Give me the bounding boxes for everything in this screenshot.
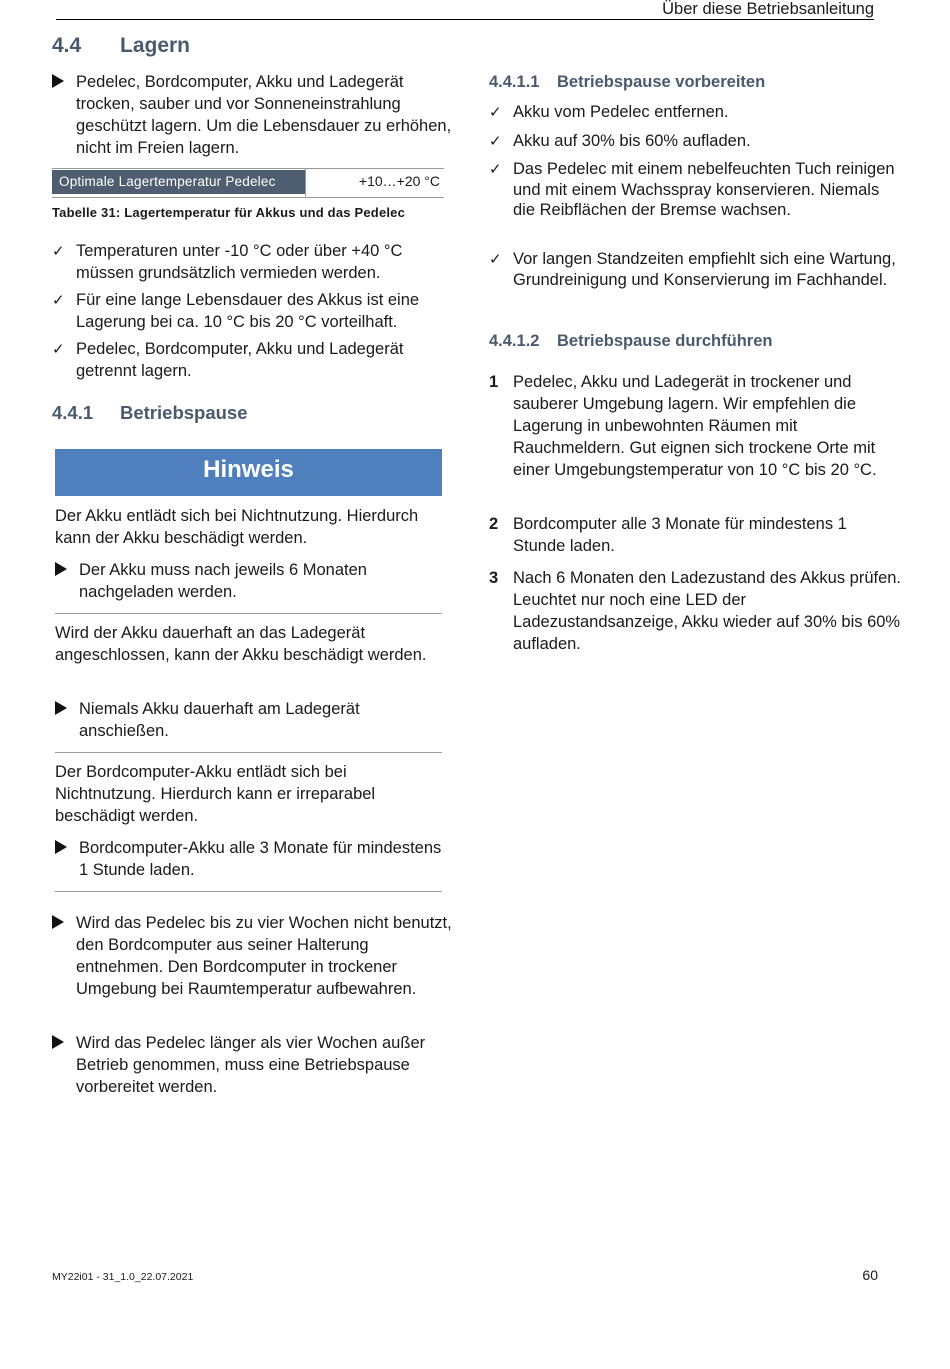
hint-divider (55, 752, 442, 753)
page-number: 60 (862, 1267, 878, 1283)
table-label: Optimale Lagertemperatur Pedelec (52, 170, 305, 194)
checkmark-icon: ✓ (489, 250, 502, 268)
step-text: Bordcomputer alle 3 Monate für mindestens 1 Stunde laden. (513, 515, 847, 555)
hint-divider (55, 613, 442, 614)
check-item (52, 240, 460, 284)
step-text: Pedelec, Akku und Ladegerät in trockener und sauberer Umgebung lagern. Wir empfehlen die Lagerung in unbewohnten Räumen mit Rauchmeldern. Gut eignen sich trockene Orte mit einer Umgebungstemperatur von 10 °C bis 20 °C. (513, 373, 877, 479)
checkmark-icon: ✓ (489, 132, 502, 150)
intro-item-text: Pedelec, Bordcomputer, Akku und Ladegerät trocken, sauber und vor Sonneneinstrahlung geschützt lagern. Um die Lebensdauer zu erhöhen, nicht im Freien lagern. (76, 73, 452, 157)
hint-action (55, 837, 442, 881)
check-item (489, 130, 903, 152)
step-number: 1 (489, 373, 499, 391)
triangle-icon (55, 559, 77, 583)
hint-text: Wird der Akku dauerhaft an das Ladegerät angeschlossen, kann der Akku beschädigt werden. (55, 624, 427, 664)
checkmark-icon: ✓ (489, 160, 502, 178)
exec-title: Betriebspause durchführen (557, 332, 773, 350)
check-text: Für eine lange Lebensdauer des Akkus ist eine Lagerung bei ca. 10 °C bis 20 °C vorteilhaft. (76, 291, 420, 331)
hint-text: Der Bordcomputer-Akku entlädt sich bei Nichtnutzung. Hierdurch kann er irreparabel beschädigt werden. (55, 763, 376, 825)
footer-doc-id: MY22i01 - 31_1.0_22.07.2021 (52, 1271, 194, 1283)
table-caption: Tabelle 31: Lagertemperatur für Akkus und das Pedelec (52, 205, 406, 220)
triangle-icon (52, 912, 74, 936)
checkmark-icon: ✓ (52, 242, 65, 260)
check-item (489, 101, 903, 123)
check-text: Akku vom Pedelec entfernen. (513, 103, 729, 121)
list-item-text: Wird das Pedelec länger als vier Wochen außer Betrieb genommen, muss eine Betriebspause vorbereitet werden. (76, 1034, 426, 1096)
section-heading (52, 35, 190, 57)
header-rule (56, 19, 874, 20)
hint-action (55, 698, 442, 742)
check-item (52, 289, 460, 333)
intro-item (52, 71, 460, 159)
exec-heading (489, 330, 772, 352)
header-title: Über diese Betriebsanleitung (662, 0, 874, 18)
prep-title: Betriebspause vorbereiten (557, 73, 766, 91)
check-item (489, 249, 903, 290)
temperature-table (52, 168, 444, 198)
exec-number: 4.4.1.2 (489, 332, 540, 350)
checkmark-icon: ✓ (52, 340, 65, 358)
check-item (489, 159, 903, 221)
triangle-icon (52, 71, 74, 95)
step-number: 2 (489, 515, 499, 533)
step-text: Nach 6 Monaten den Ladezustand des Akkus prüfen. Leuchtet nur noch eine LED der Ladezustandsanzeige, Akku wieder auf 30% bis 60% aufladen. (513, 569, 902, 653)
check-text: Vor langen Standzeiten empfiehlt sich eine Wartung, Grundreinigung und Konservierung im Fachhandel. (513, 250, 896, 289)
step-item (489, 567, 903, 655)
triangle-icon (55, 837, 77, 861)
section-number: 4.4 (52, 34, 82, 57)
subsection-title: Betriebspause (120, 402, 248, 423)
check-text: Pedelec, Bordcomputer, Akku und Ladegerät getrennt lagern. (76, 340, 404, 380)
hint-title-bar: Hinweis (55, 449, 442, 496)
list-item (52, 1032, 460, 1098)
step-number: 3 (489, 569, 499, 587)
list-item (52, 912, 460, 1000)
checkmark-icon: ✓ (52, 291, 65, 309)
step-item (489, 371, 903, 481)
hint-action-text: Bordcomputer-Akku alle 3 Monate für mindestens 1 Stunde laden. (79, 839, 442, 879)
checkmark-icon: ✓ (489, 103, 502, 121)
check-text: Temperaturen unter -10 °C oder über +40 °C müssen grundsätzlich vermieden werden. (76, 242, 403, 282)
hint-action (55, 559, 442, 603)
prep-heading (489, 71, 765, 93)
subsection-heading (52, 402, 248, 424)
triangle-icon (52, 1032, 74, 1056)
section-title: Lagern (120, 34, 191, 57)
step-item (489, 513, 903, 557)
table-value: +10…+20 °C (305, 169, 444, 197)
hint-text: Der Akku entlädt sich bei Nichtnutzung. Hierdurch kann der Akku beschädigt werden. (55, 507, 419, 547)
hint-action-text: Niemals Akku dauerhaft am Ladegerät anschießen. (79, 700, 360, 740)
subsection-number: 4.4.1 (52, 402, 94, 423)
hint-divider (55, 891, 442, 892)
triangle-icon (55, 698, 77, 722)
check-item (52, 338, 460, 382)
check-text: Das Pedelec mit einem nebelfeuchten Tuch reinigen und mit einem Wachsspray konservieren. Niemals die Reibflächen der Bremse wachsen. (513, 160, 895, 219)
hint-action-text: Der Akku muss nach jeweils 6 Monaten nachgeladen werden. (79, 561, 367, 601)
check-text: Akku auf 30% bis 60% aufladen. (513, 132, 751, 150)
prep-number: 4.4.1.1 (489, 73, 540, 91)
list-item-text: Wird das Pedelec bis zu vier Wochen nicht benutzt, den Bordcomputer aus seiner Halterung entnehmen. Den Bordcomputer in trockener Umgebung bei Raumtemperatur aufbewahren. (76, 914, 452, 998)
